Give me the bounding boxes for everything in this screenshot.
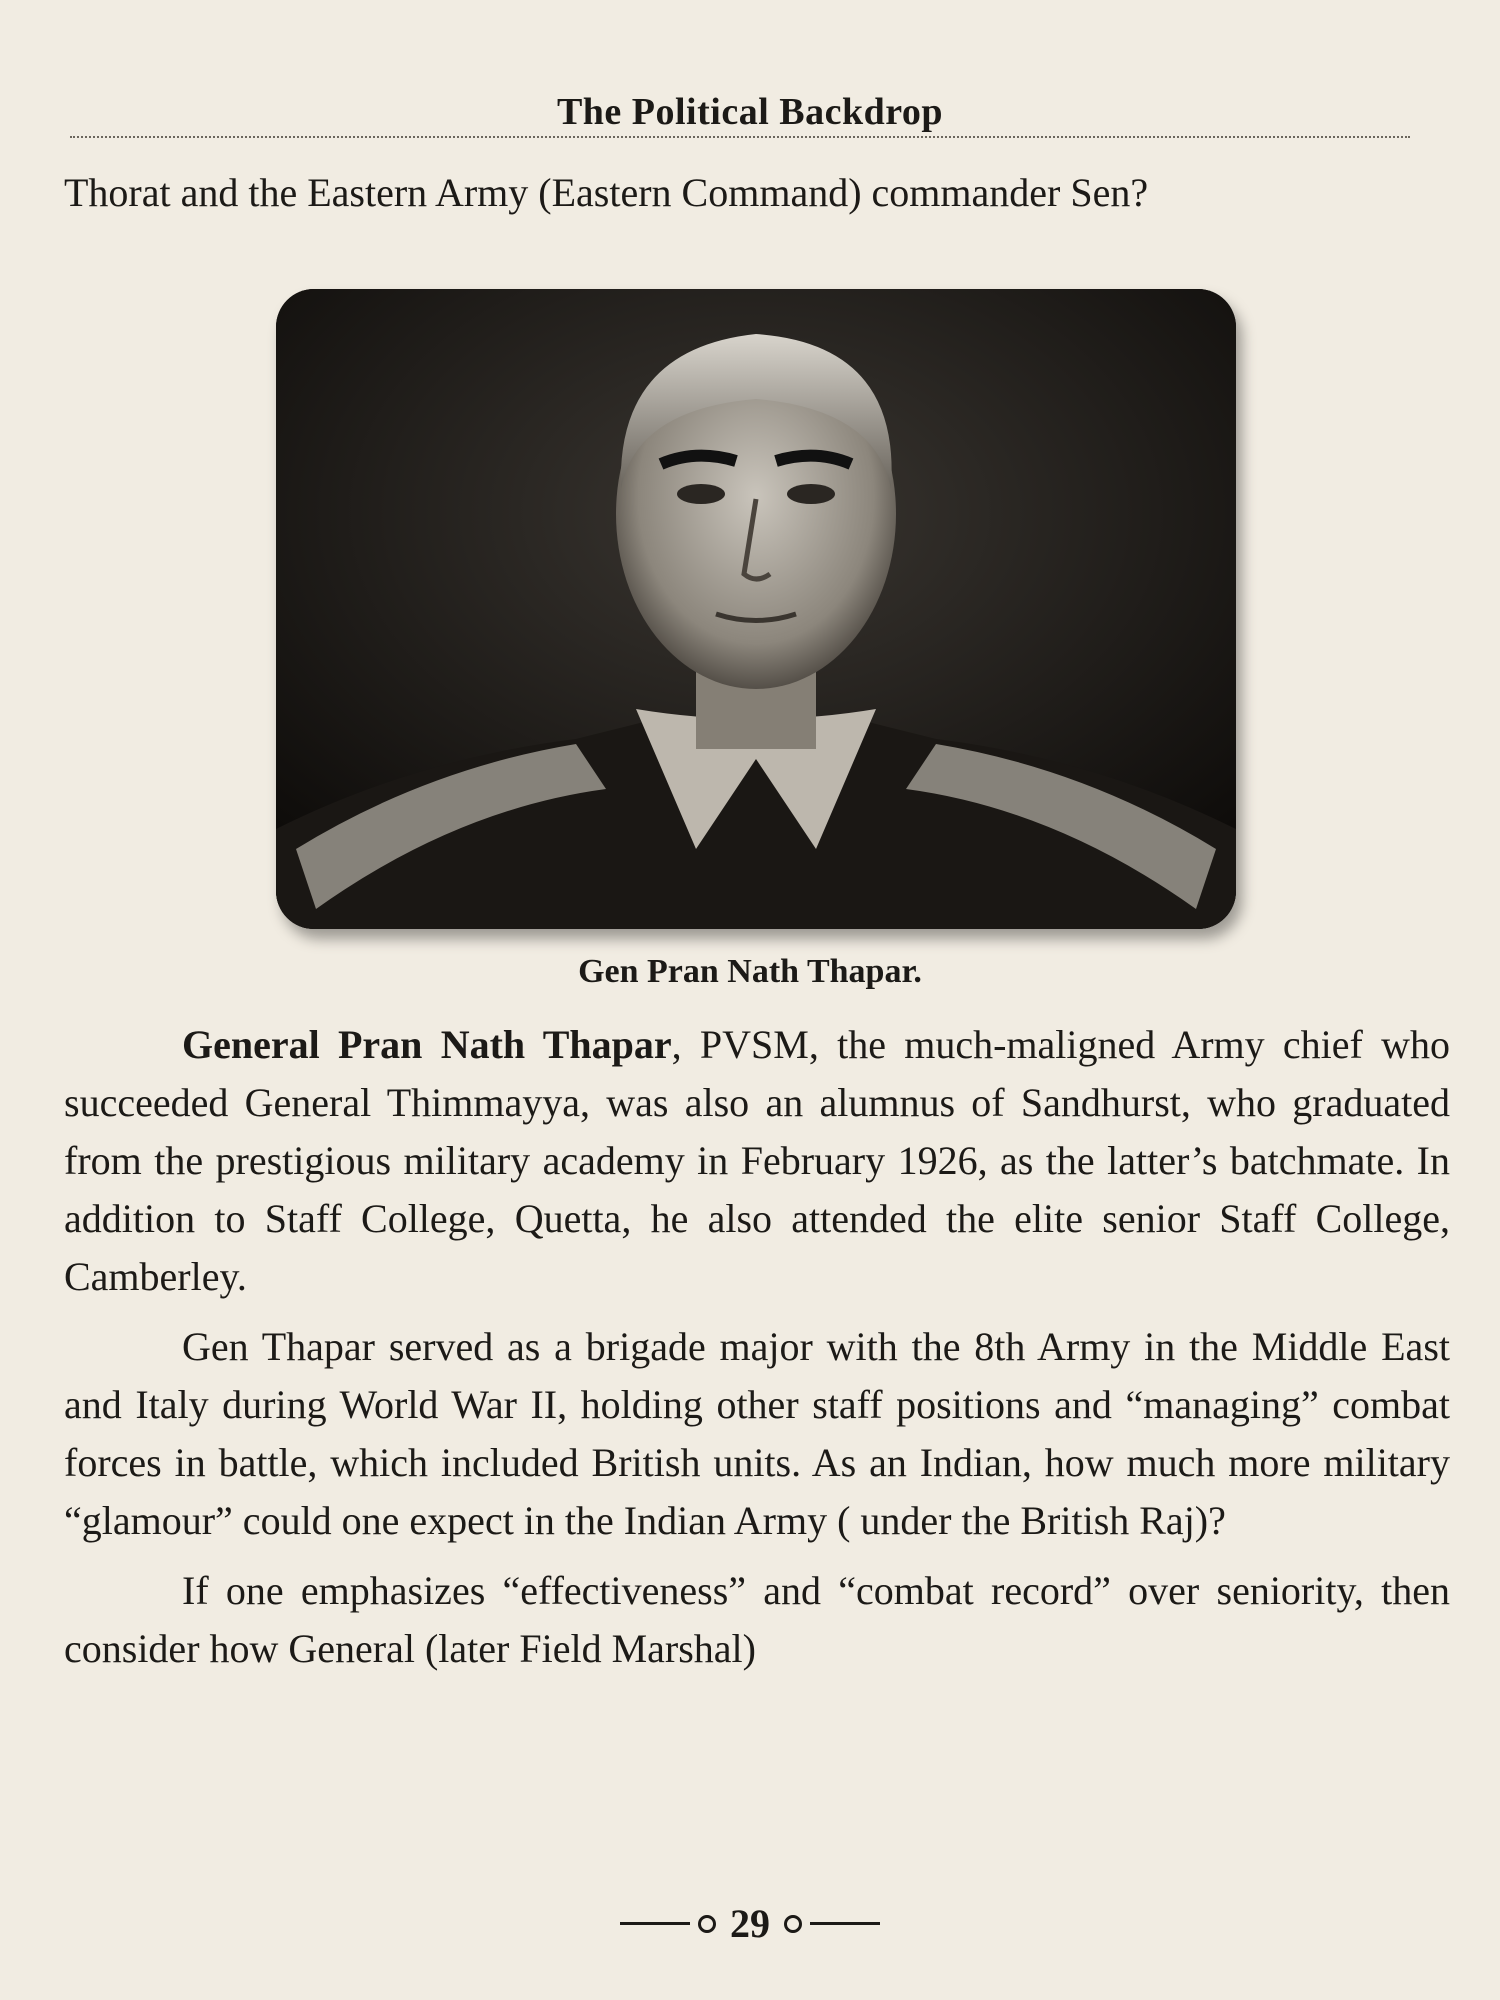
- footer-rule-right: [810, 1922, 880, 1925]
- running-head: The Political Backdrop: [556, 91, 944, 133]
- footer-rule-left: [620, 1922, 690, 1925]
- header-rule: [70, 136, 1410, 138]
- page-number-footer: [0, 1900, 1500, 1947]
- paragraph-2: [64, 1318, 1450, 1550]
- paragraph-3: [64, 1562, 1450, 1678]
- article-body: [64, 1016, 1450, 1690]
- photo-caption: Gen Pran Nath Thapar.: [578, 953, 922, 990]
- portrait-photo: [276, 289, 1236, 929]
- footer-ornament-left: [698, 1915, 716, 1933]
- portrait-illustration: [276, 289, 1236, 929]
- intro-text: Thorat and the Eastern Army (Eastern Command) commander Sen?: [64, 170, 1149, 215]
- paragraph-1-lead: General Pran Nath Thapar: [182, 1022, 672, 1067]
- paragraph-2-text: Gen Thapar served as a brigade major with the 8th Army in the Middle East and Italy during World War II, holding other staff positions and “managing” combat forces in battle, which included British units. As an Indian, how much more military “glamour” could one expect in the Indian Army ( under the British Raj)?: [64, 1324, 1450, 1543]
- paragraph-3-text: If one emphasizes “effectiveness” and “combat record” over seniority, then consider how General (later Field Marshal): [64, 1568, 1450, 1671]
- page-number: 29: [730, 1901, 770, 1946]
- paragraph-1: [64, 1016, 1450, 1306]
- paragraph-1-text: , PVSM, the much-maligned Army chief who succeeded General Thimmayya, was also an alumnus of Sandhurst, who graduated from the prestigious military academy in February 1926, as the latter’s batchmate. In addition to Staff College, Quetta, he also attended the elite senior Staff College, Camberley.: [64, 1022, 1450, 1299]
- footer-ornament-right: [784, 1915, 802, 1933]
